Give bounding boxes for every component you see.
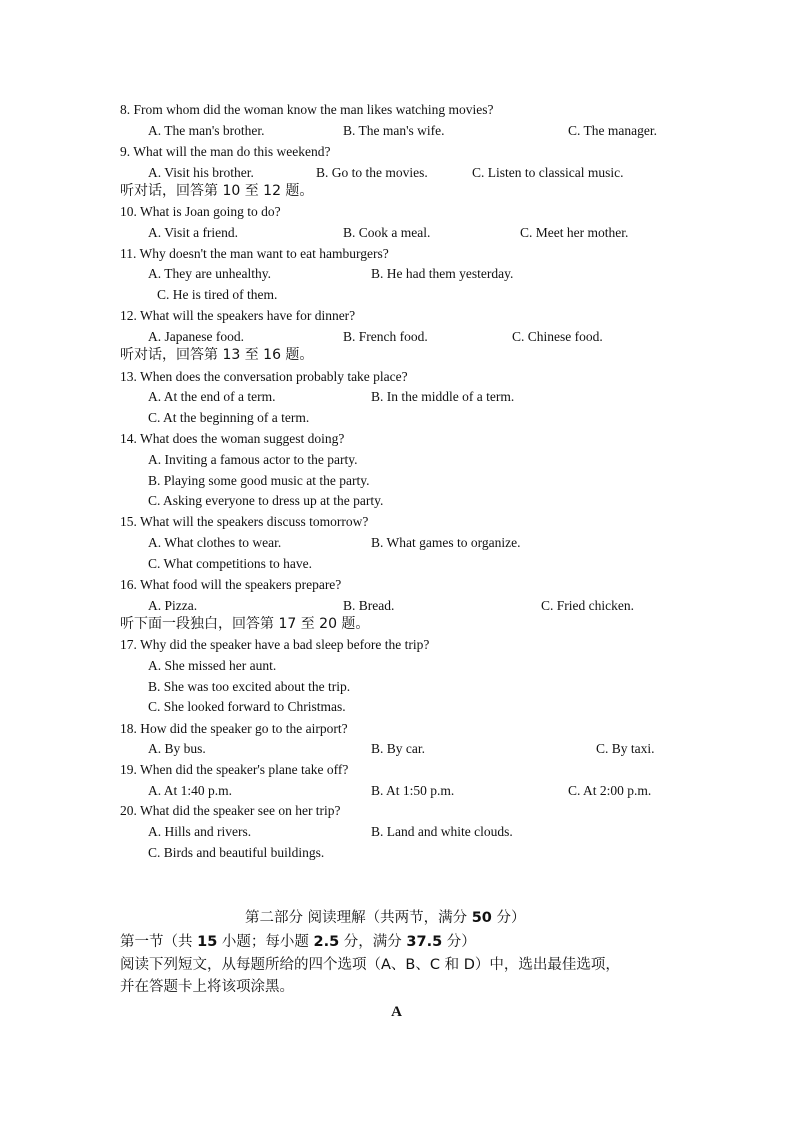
q14-option-c: C. Asking everyone to dress up at the party. bbox=[148, 493, 384, 508]
q14-option-b: B. Playing some good music at the party. bbox=[148, 473, 370, 488]
question-12: 12. What will the speakers have for dinner? bbox=[120, 308, 356, 323]
q13-option-a: A. At the end of a term. bbox=[148, 389, 276, 404]
reading-instruction-line-2: 并在答题卡上将该项涂黑。 bbox=[120, 979, 294, 995]
instruction-17-20: 听下面一段独白，回答第 17 至 20 题。 bbox=[120, 616, 370, 632]
q16-option-c: C. Fried chicken. bbox=[541, 598, 634, 613]
q12-option-c: C. Chinese food. bbox=[512, 329, 603, 344]
q15-option-c: C. What competitions to have. bbox=[148, 556, 312, 571]
instruction-13-16: 听对话，回答第 13 至 16 题。 bbox=[120, 347, 314, 363]
q10-option-b: B. Cook a meal. bbox=[343, 225, 431, 240]
question-9: 9. What will the man do this weekend? bbox=[120, 144, 331, 159]
q12-option-a: A. Japanese food. bbox=[148, 329, 244, 344]
section-one-heading: 第一节（共 15 小题；每小题 2.5 分，满分 37.5 分） bbox=[120, 934, 476, 950]
question-13: 13. When does the conversation probably take place? bbox=[120, 369, 408, 384]
question-20: 20. What did the speaker see on her trip? bbox=[120, 803, 341, 818]
q20-option-b: B. Land and white clouds. bbox=[371, 824, 513, 839]
q17-option-b: B. She was too excited about the trip. bbox=[148, 679, 351, 694]
q8-option-a: A. The man's brother. bbox=[148, 123, 265, 138]
q17-option-c: C. She looked forward to Christmas. bbox=[148, 699, 346, 714]
question-8: 8. From whom did the woman know the man likes watching movies? bbox=[120, 102, 494, 117]
question-17: 17. Why did the speaker have a bad sleep before the trip? bbox=[120, 637, 430, 652]
q13-option-b: B. In the middle of a term. bbox=[371, 389, 515, 404]
question-11: 11. Why doesn't the man want to eat hamburgers? bbox=[120, 246, 389, 261]
q10-option-a: A. Visit a friend. bbox=[148, 225, 239, 240]
question-16: 16. What food will the speakers prepare? bbox=[120, 577, 342, 592]
q13-option-c: C. At the beginning of a term. bbox=[148, 410, 310, 425]
q17-option-a: A. She missed her aunt. bbox=[148, 658, 277, 673]
question-19: 19. When did the speaker's plane take off? bbox=[120, 762, 349, 777]
q16-option-b: B. Bread. bbox=[343, 598, 395, 613]
instruction-10-12: 听对话，回答第 10 至 12 题。 bbox=[120, 183, 314, 199]
q19-option-a: A. At 1:40 p.m. bbox=[148, 783, 233, 798]
q15-option-a: A. What clothes to wear. bbox=[148, 535, 282, 550]
reading-instruction-line-1: 阅读下列短文，从每题所给的四个选项（A、B、C 和 D）中，选出最佳选项， bbox=[120, 957, 620, 973]
q18-option-c: C. By taxi. bbox=[596, 741, 655, 756]
q19-option-c: C. At 2:00 p.m. bbox=[568, 783, 652, 798]
q16-option-a: A. Pizza. bbox=[148, 598, 198, 613]
q9-option-c: C. Listen to classical music. bbox=[472, 165, 624, 180]
q11-option-a: A. They are unhealthy. bbox=[148, 266, 271, 281]
part-two-heading: 第二部分 阅读理解（共两节，满分 50 分） bbox=[245, 910, 526, 926]
q8-option-b: B. The man's wife. bbox=[343, 123, 445, 138]
q11-option-c: C. He is tired of them. bbox=[157, 287, 278, 302]
q15-option-b: B. What games to organize. bbox=[371, 535, 521, 550]
q18-option-a: A. By bus. bbox=[148, 741, 206, 756]
question-10: 10. What is Joan going to do? bbox=[120, 204, 281, 219]
q8-option-c: C. The manager. bbox=[568, 123, 657, 138]
q18-option-b: B. By car. bbox=[371, 741, 425, 756]
q19-option-b: B. At 1:50 p.m. bbox=[371, 783, 455, 798]
question-18: 18. How did the speaker go to the airport? bbox=[120, 721, 348, 736]
question-14: 14. What does the woman suggest doing? bbox=[120, 431, 345, 446]
q10-option-c: C. Meet her mother. bbox=[520, 225, 629, 240]
q14-option-a: A. Inviting a famous actor to the party. bbox=[148, 452, 358, 467]
q9-option-a: A. Visit his brother. bbox=[148, 165, 254, 180]
q20-option-a: A. Hills and rivers. bbox=[148, 824, 252, 839]
q20-option-c: C. Birds and beautiful buildings. bbox=[148, 845, 325, 860]
question-15: 15. What will the speakers discuss tomorrow? bbox=[120, 514, 369, 529]
q12-option-b: B. French food. bbox=[343, 329, 428, 344]
q11-option-b: B. He had them yesterday. bbox=[371, 266, 514, 281]
q9-option-b: B. Go to the movies. bbox=[316, 165, 428, 180]
passage-label: A bbox=[391, 1004, 402, 1020]
